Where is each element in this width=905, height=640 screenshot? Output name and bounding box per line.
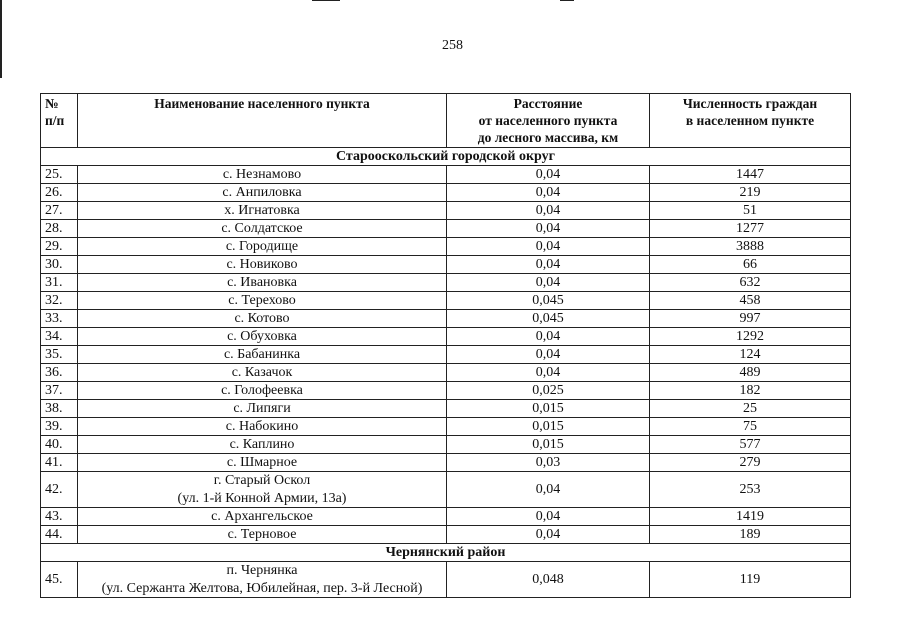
settlement-name: [78, 256, 447, 274]
settlement-name: [78, 472, 447, 508]
settlement-name: [78, 526, 447, 544]
population-value: 51: [650, 202, 851, 220]
row-number: 25.: [41, 166, 78, 184]
header-line: от населенного пункта: [478, 113, 618, 128]
row-number: 39.: [41, 418, 78, 436]
settlement-name: [78, 184, 447, 202]
population-value: 1292: [650, 328, 851, 346]
header-line: №: [45, 96, 59, 111]
settlement-name-line: (ул. 1-й Конной Армии, 13а): [177, 490, 347, 506]
settlement-name-line: с. Городище: [225, 239, 299, 254]
population-value: 1447: [650, 166, 851, 184]
population-value: 124: [650, 346, 851, 364]
section-title: Чернянский район: [41, 544, 851, 562]
population-value: 1277: [650, 220, 851, 238]
settlement-name-line: с. Казачок: [231, 365, 293, 380]
section-row: [41, 148, 851, 166]
distance-value: 0,015: [447, 400, 650, 418]
header-line: Наименование населенного пункта: [154, 96, 370, 111]
settlement-name: [78, 292, 447, 310]
header-number: [41, 94, 78, 148]
table-row: [41, 238, 851, 256]
scan-edge-dash: [560, 0, 574, 1]
table-row: [41, 346, 851, 364]
settlement-name: [78, 220, 447, 238]
header-line: Численность граждан: [682, 96, 818, 111]
settlement-name-line: с. Голофеевка: [221, 383, 303, 398]
header-distance: [447, 94, 650, 148]
row-number: 30.: [41, 256, 78, 274]
settlement-name-line: с. Набокино: [225, 419, 299, 434]
row-number: 28.: [41, 220, 78, 238]
population-value: 219: [650, 184, 851, 202]
header-population: [650, 94, 851, 148]
row-number: 40.: [41, 436, 78, 454]
distance-value: 0,04: [447, 256, 650, 274]
settlement-name-line: с. Архангельское: [211, 509, 313, 524]
settlement-name: [78, 508, 447, 526]
table-row: [41, 166, 851, 184]
table-row: [41, 454, 851, 472]
settlement-name: [78, 202, 447, 220]
table-header: [41, 94, 851, 148]
settlement-name-line: п. Чернянка: [226, 563, 298, 578]
population-value: 458: [650, 292, 851, 310]
table-row: [41, 364, 851, 382]
distance-value: 0,04: [447, 184, 650, 202]
row-number: 43.: [41, 508, 78, 526]
header-settlement-name: [78, 94, 447, 148]
distance-value: 0,045: [447, 292, 650, 310]
distance-value: 0,04: [447, 508, 650, 526]
population-value: 279: [650, 454, 851, 472]
row-number: 33.: [41, 310, 78, 328]
settlement-name: [78, 418, 447, 436]
section-title: Старооскольский городской округ: [41, 148, 851, 166]
row-number: 26.: [41, 184, 78, 202]
distance-value: 0,04: [447, 238, 650, 256]
population-value: 577: [650, 436, 851, 454]
row-number: 29.: [41, 238, 78, 256]
row-number: 32.: [41, 292, 78, 310]
distance-value: 0,025: [447, 382, 650, 400]
settlement-name: [78, 274, 447, 292]
settlement-name-line: х. Игнатовка: [224, 203, 300, 218]
header-line: Расстояние: [513, 96, 583, 111]
settlement-name-line: с. Шмарное: [226, 455, 298, 470]
distance-value: 0,03: [447, 454, 650, 472]
row-number: 38.: [41, 400, 78, 418]
table-row: [41, 274, 851, 292]
population-value: 3888: [650, 238, 851, 256]
table-row: [41, 328, 851, 346]
settlement-name-line: с. Ивановка: [227, 275, 297, 290]
settlement-name: [78, 346, 447, 364]
settlement-name-line: (ул. Сержанта Желтова, Юбилейная, пер. 3-й Лесной): [101, 580, 423, 596]
distance-value: 0,015: [447, 418, 650, 436]
population-value: 75: [650, 418, 851, 436]
table-row: [41, 418, 851, 436]
distance-value: 0,04: [447, 274, 650, 292]
distance-value: 0,04: [447, 202, 650, 220]
row-number: 45.: [41, 562, 78, 598]
header-line: п/п: [45, 113, 65, 128]
population-value: 489: [650, 364, 851, 382]
table-row: [41, 436, 851, 454]
row-number: 36.: [41, 364, 78, 382]
population-value: 182: [650, 382, 851, 400]
row-number: 27.: [41, 202, 78, 220]
table-row: [41, 508, 851, 526]
population-value: 1419: [650, 508, 851, 526]
distance-value: 0,04: [447, 220, 650, 238]
settlement-name: [78, 454, 447, 472]
settlement-name: [78, 364, 447, 382]
population-value: 997: [650, 310, 851, 328]
row-number: 35.: [41, 346, 78, 364]
settlement-name-line: с. Терновое: [227, 527, 297, 542]
settlement-name: [78, 382, 447, 400]
settlement-name-line: с. Бабанинка: [223, 347, 301, 362]
settlement-name: [78, 166, 447, 184]
population-value: 189: [650, 526, 851, 544]
settlement-name-line: г. Старый Оскол: [213, 473, 311, 488]
table-row: [41, 400, 851, 418]
table-row: [41, 382, 851, 400]
row-number: 44.: [41, 526, 78, 544]
header-line: до лесного массива, км: [477, 130, 619, 145]
settlement-name: [78, 310, 447, 328]
scan-edge-dash: [312, 0, 340, 1]
table-row: [41, 472, 851, 508]
table-row: [41, 310, 851, 328]
table-row: [41, 292, 851, 310]
settlement-name-line: с. Котово: [234, 311, 290, 326]
distance-value: 0,015: [447, 436, 650, 454]
settlement-name: [78, 400, 447, 418]
population-value: 632: [650, 274, 851, 292]
table-row: [41, 526, 851, 544]
table-body: [41, 148, 851, 598]
table-row: [41, 256, 851, 274]
settlement-name-line: с. Терехово: [228, 293, 296, 308]
distance-value: 0,04: [447, 526, 650, 544]
settlement-name-line: с. Каплино: [229, 437, 295, 452]
row-number: 37.: [41, 382, 78, 400]
settlement-name: [78, 328, 447, 346]
table-row: [41, 562, 851, 598]
distance-value: 0,045: [447, 310, 650, 328]
table-row: [41, 184, 851, 202]
settlement-name-line: с. Липяги: [233, 401, 291, 416]
header-line: в населенном пункте: [685, 113, 815, 128]
population-value: 253: [650, 472, 851, 508]
page-number: 258: [442, 38, 463, 53]
settlement-name-line: с. Солдатское: [221, 221, 303, 236]
settlement-name: [78, 562, 447, 598]
population-value: 25: [650, 400, 851, 418]
table-row: [41, 202, 851, 220]
settlement-name-line: с. Новиково: [226, 257, 298, 272]
settlement-name-line: с. Незнамово: [222, 167, 302, 182]
distance-value: 0,04: [447, 364, 650, 382]
settlement-name-line: с. Обуховка: [227, 329, 297, 344]
row-number: 34.: [41, 328, 78, 346]
distance-value: 0,04: [447, 346, 650, 364]
section-row: [41, 544, 851, 562]
population-value: 119: [650, 562, 851, 598]
row-number: 31.: [41, 274, 78, 292]
settlement-name: [78, 238, 447, 256]
table-row: [41, 220, 851, 238]
row-number: 41.: [41, 454, 78, 472]
settlement-name-line: с. Анпиловка: [222, 185, 302, 200]
distance-value: 0,04: [447, 472, 650, 508]
population-value: 66: [650, 256, 851, 274]
distance-value: 0,048: [447, 562, 650, 598]
settlement-name: [78, 436, 447, 454]
distance-value: 0,04: [447, 166, 650, 184]
settlements-table: [40, 93, 851, 598]
distance-value: 0,04: [447, 328, 650, 346]
row-number: 42.: [41, 472, 78, 508]
